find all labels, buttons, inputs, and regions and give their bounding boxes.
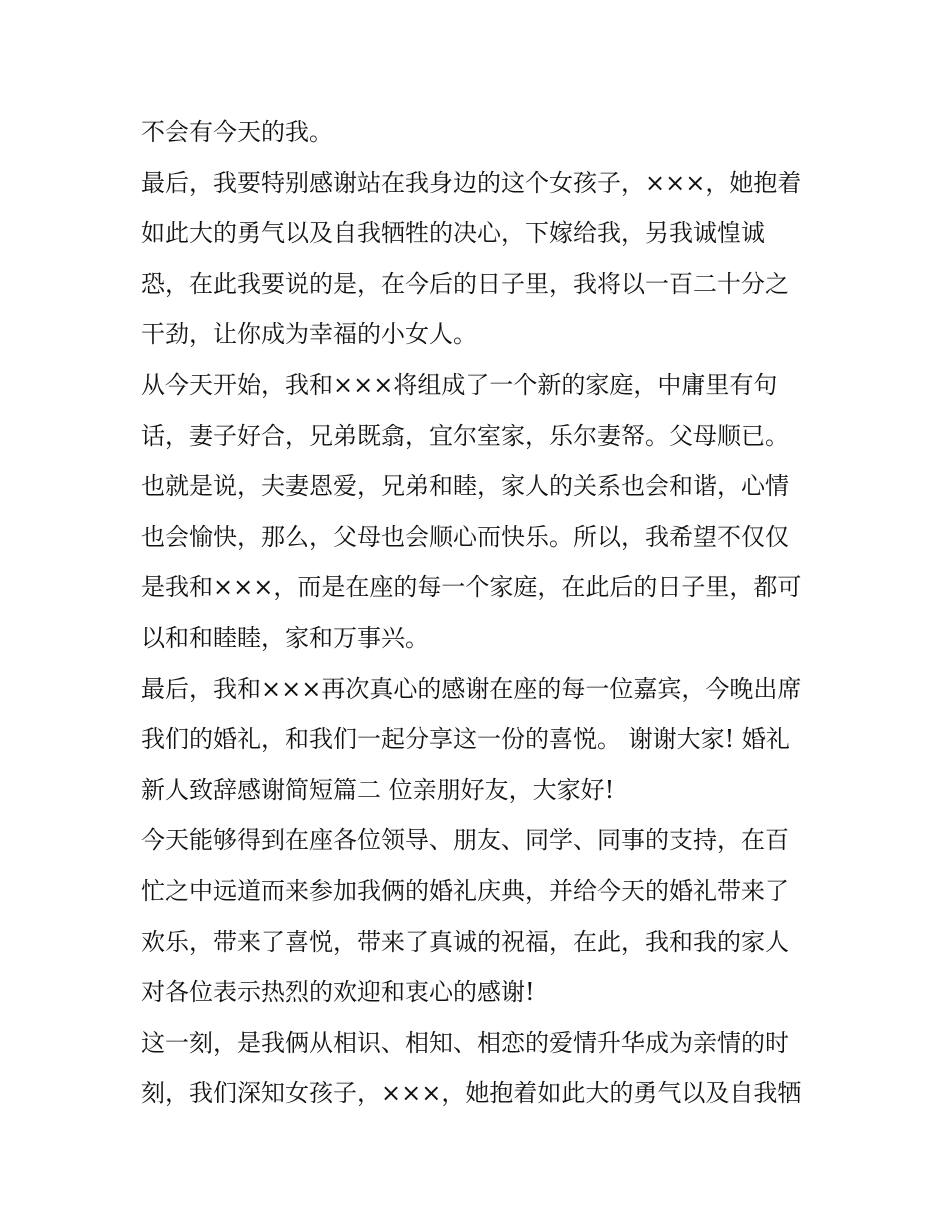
text-line: 也就是说，夫妻恩爱，兄弟和睦，家人的关系也会和谐，心情 [141,472,789,501]
text-line: 话，妻子好合，兄弟既翕，宜尔室家，乐尔妻帑。父母顺已。 [141,421,789,450]
text-line: 也会愉快，那么，父母也会顺心而快乐。所以，我希望不仅仅 [141,522,789,551]
text-line: 今天能够得到在座各位领导、朋友、同学、同事的支持，在百 [141,826,789,855]
text-line: 欢乐，带来了喜悦，带来了真诚的祝福，在此，我和我的家人 [141,927,789,956]
text-line: 是我和×××，而是在座的每一个家庭，在此后的日子里，都可 [141,573,802,602]
text-line: 对各位表示热烈的欢迎和衷心的感谢! [141,978,535,1007]
text-line: 我们的婚礼，和我们一起分享这一份的喜悦。 谢谢大家! 婚礼 [141,725,790,754]
text-line: 干劲，让你成为幸福的小女人。 [141,320,477,349]
document-body [141,107,821,1119]
text-line: 忙之中远道而来参加我俩的婚礼庆典，并给今天的婚礼带来了 [141,876,789,905]
text-line: 最后，我和×××再次真心的感谢在座的每一位嘉宾，今晚出席 [141,674,802,703]
text-line: 新人致辞感谢简短篇二 位亲朋好友，大家好! [141,775,615,804]
text-line: 如此大的勇气以及自我牺牲的决心，下嫁给我，另我诚惶诚 [141,219,765,248]
text-line: 不会有今天的我。 [141,118,333,146]
text-line: 刻，我们深知女孩子，×××，她抱着如此大的勇气以及自我牺 [141,1079,802,1108]
text-line: 最后，我要特别感谢站在我身边的这个女孩子，×××，她抱着 [141,168,802,197]
text-line: 恐，在此我要说的是，在今后的日子里，我将以一百二十分之 [141,269,789,298]
text-line: 以和和睦睦，家和万事兴。 [141,623,429,652]
text-line: 从今天开始，我和×××将组成了一个新的家庭，中庸里有句 [141,370,778,399]
text-line: 这一刻，是我俩从相识、相知、相恋的爱情升华成为亲情的时 [141,1028,789,1057]
